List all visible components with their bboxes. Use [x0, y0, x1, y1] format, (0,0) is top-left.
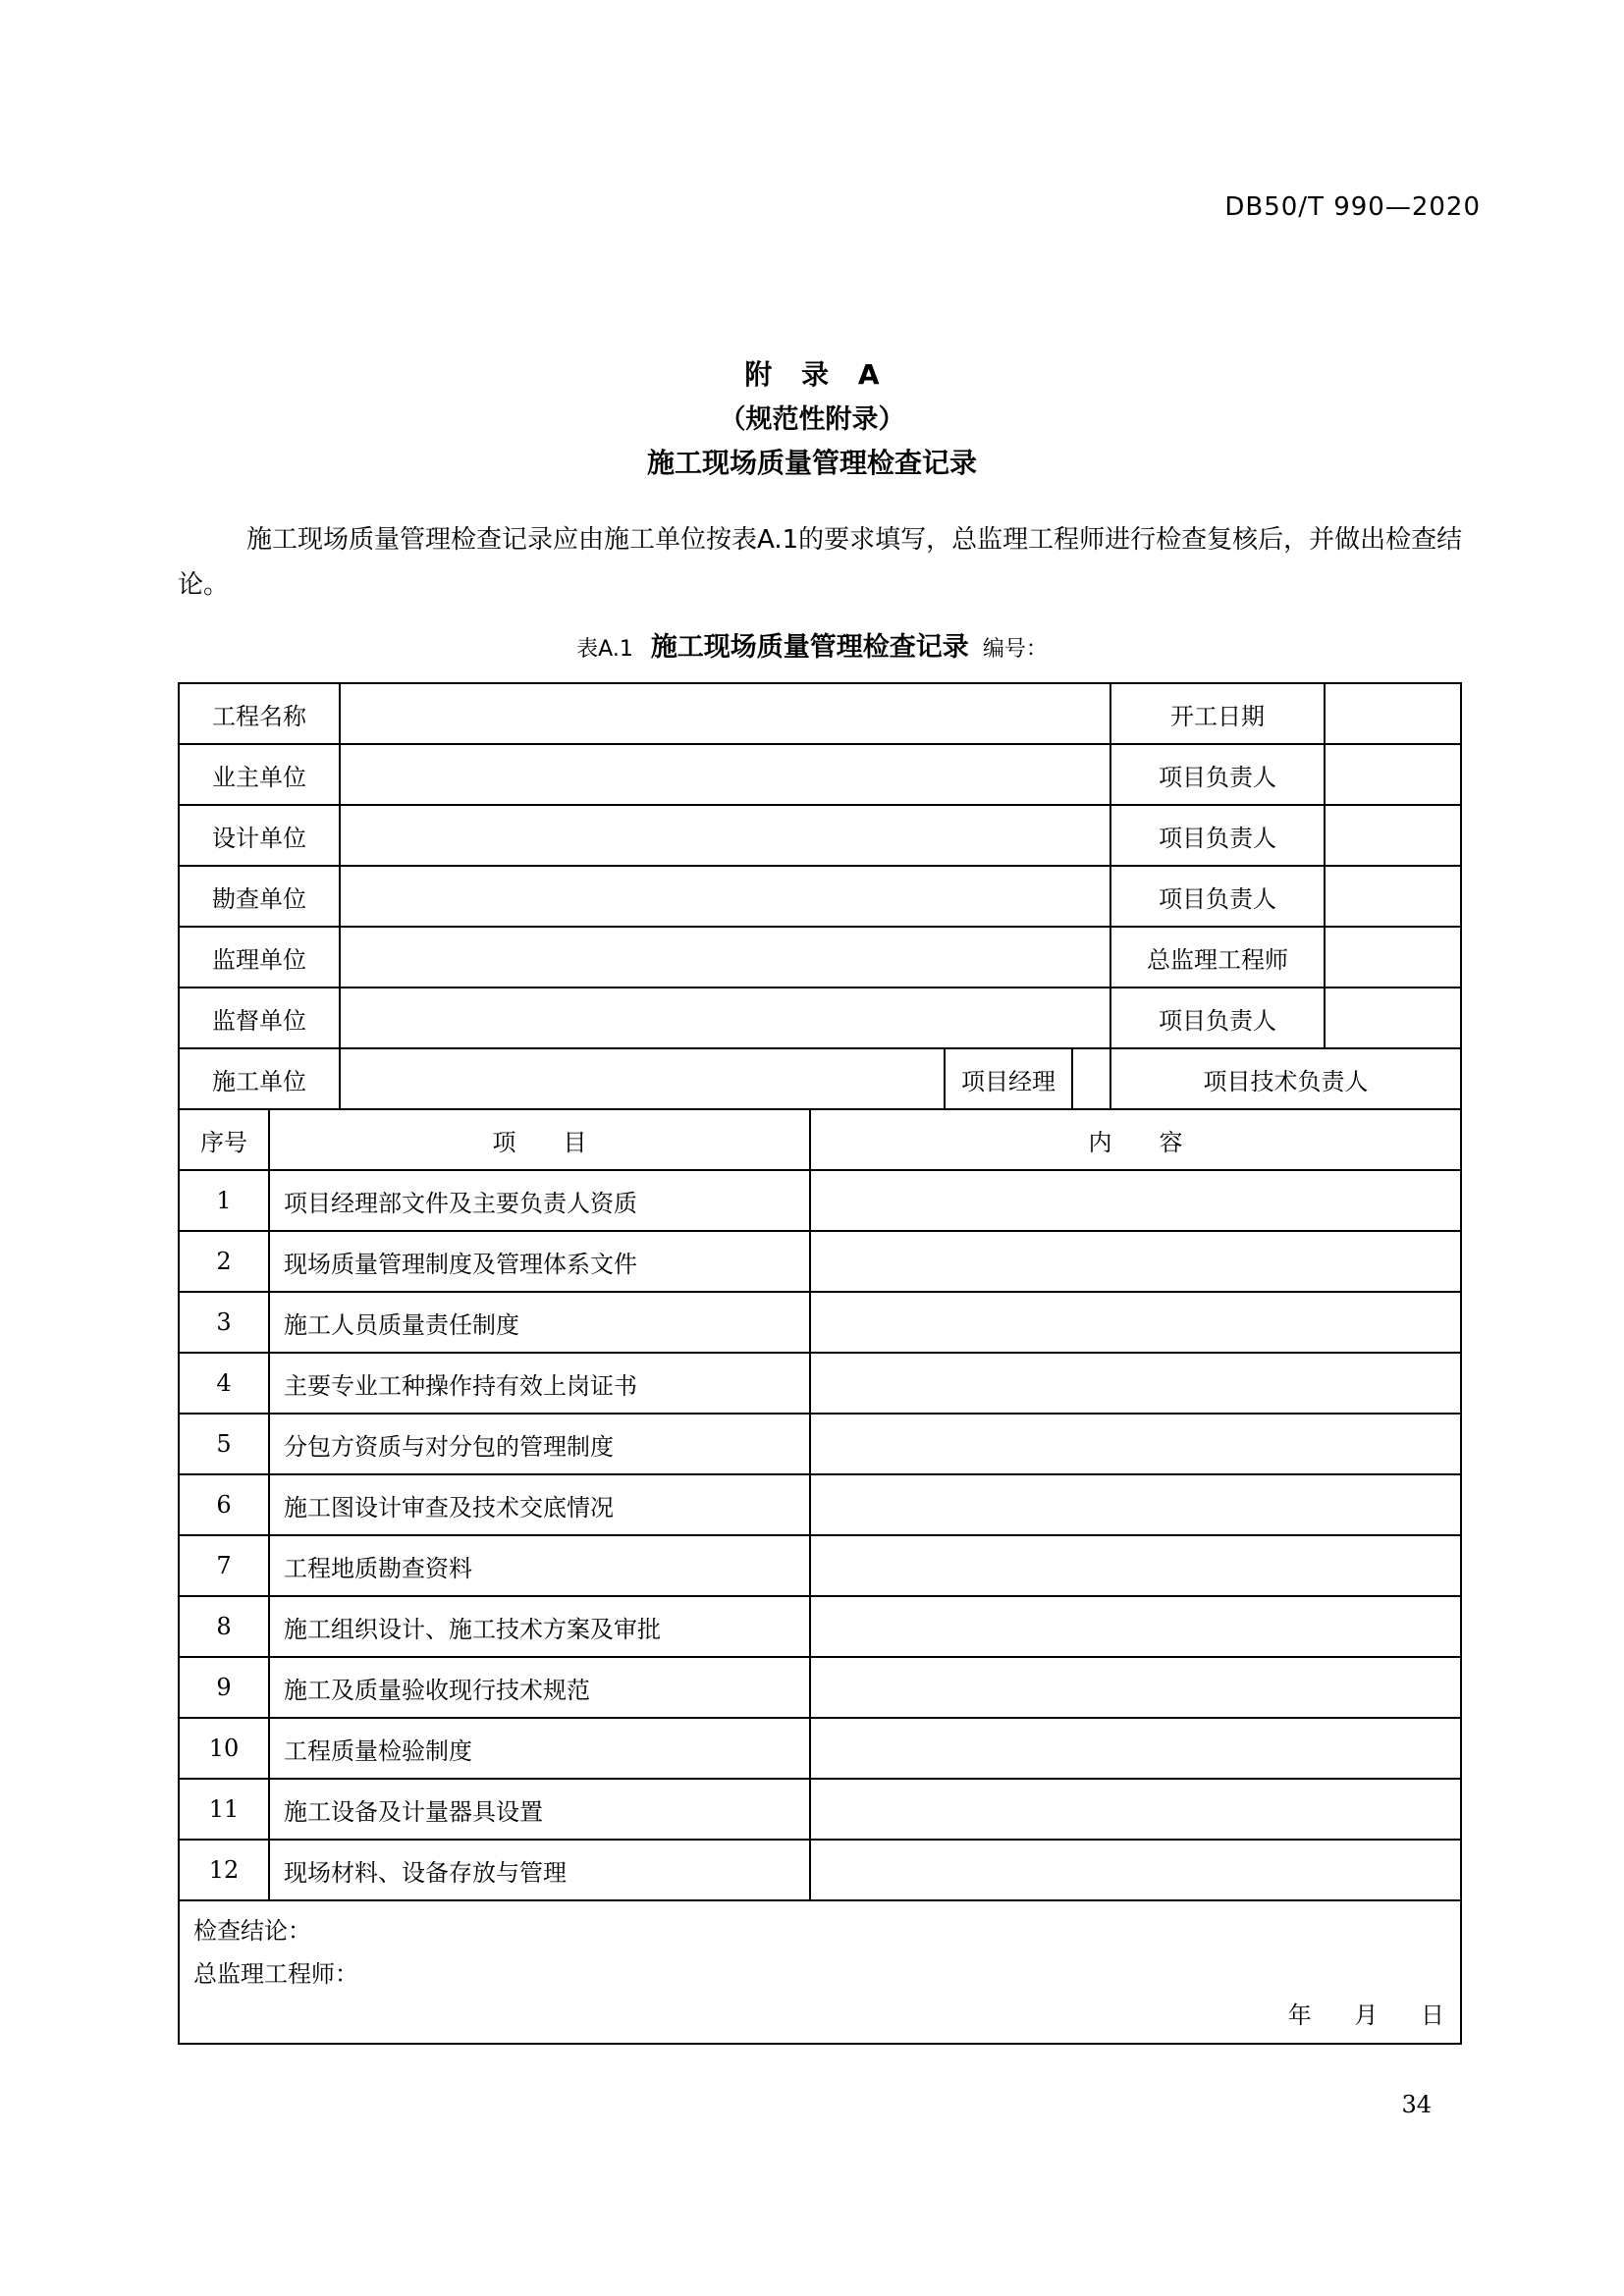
table-row — [179, 1414, 1461, 1474]
table-row — [179, 1535, 1461, 1596]
contractor-value[interactable] — [340, 1048, 945, 1109]
table-caption — [0, 625, 1624, 664]
col-content-header: 内 容 — [810, 1109, 1461, 1170]
row-item: 施工及质量验收现行技术规范 — [269, 1657, 810, 1718]
info-right-label: 总监理工程师 — [1110, 927, 1325, 988]
table-row — [179, 1779, 1461, 1840]
table-title: 施工现场质量管理检查记录 — [650, 632, 969, 663]
row-content[interactable] — [810, 1718, 1461, 1779]
info-right-value[interactable] — [1325, 744, 1461, 805]
row-number: 10 — [179, 1718, 269, 1779]
row-item: 工程质量检验制度 — [269, 1718, 810, 1779]
conclusion-cell[interactable] — [179, 1900, 1461, 2044]
row-item: 主要专业工种操作持有效上岗证书 — [269, 1353, 810, 1414]
row-item: 现场材料、设备存放与管理 — [269, 1840, 810, 1900]
row-number: 1 — [179, 1170, 269, 1231]
info-right-value[interactable] — [1325, 988, 1461, 1048]
info-right-value[interactable] — [1325, 927, 1461, 988]
info-row — [179, 805, 1461, 866]
manager-value[interactable] — [1072, 1048, 1110, 1109]
inspection-table — [178, 682, 1462, 2045]
table-row — [179, 1718, 1461, 1779]
row-content[interactable] — [810, 1596, 1461, 1657]
row-number: 12 — [179, 1840, 269, 1900]
row-number: 7 — [179, 1535, 269, 1596]
info-right-label: 项目负责人 — [1110, 744, 1325, 805]
column-header-row — [179, 1109, 1461, 1170]
info-row — [179, 866, 1461, 927]
table-row — [179, 1474, 1461, 1535]
row-number: 5 — [179, 1414, 269, 1474]
appendix-name: 施工现场质量管理检查记录 — [646, 447, 977, 479]
row-item: 分包方资质与对分包的管理制度 — [269, 1414, 810, 1474]
row-number: 2 — [179, 1231, 269, 1292]
table-row — [179, 1657, 1461, 1718]
table-number: 表A.1 — [576, 637, 633, 662]
row-content[interactable] — [810, 1840, 1461, 1900]
info-row — [179, 927, 1461, 988]
intro-paragraph: 施工现场质量管理检查记录应由施工单位按表A.1的要求填写，总监理工程师进行检查复核后，并做出检查结论。 — [178, 525, 1463, 600]
info-value[interactable] — [340, 866, 1110, 927]
table-row — [179, 1596, 1461, 1657]
table-row — [179, 1353, 1461, 1414]
row-number: 8 — [179, 1596, 269, 1657]
info-right-value[interactable] — [1325, 866, 1461, 927]
info-label: 监督单位 — [179, 988, 340, 1048]
page-number: 34 — [1401, 2091, 1432, 2118]
col-item-header: 项 目 — [269, 1109, 810, 1170]
conclusion-label: 检查结论： — [193, 1917, 311, 1945]
row-content[interactable] — [810, 1231, 1461, 1292]
info-label: 设计单位 — [179, 805, 340, 866]
info-right-label: 项目负责人 — [1110, 805, 1325, 866]
info-row — [179, 988, 1461, 1048]
info-right-label: 项目负责人 — [1110, 988, 1325, 1048]
info-value[interactable] — [340, 744, 1110, 805]
contractor-row — [179, 1048, 1461, 1109]
info-value[interactable] — [340, 927, 1110, 988]
info-right-value[interactable] — [1325, 683, 1461, 744]
row-content[interactable] — [810, 1353, 1461, 1414]
manager-label: 项目经理 — [945, 1048, 1072, 1109]
info-label: 勘查单位 — [179, 866, 340, 927]
row-item: 施工图设计审查及技术交底情况 — [269, 1474, 810, 1535]
info-label: 工程名称 — [179, 683, 340, 744]
date-label: 年 月 日 — [1287, 2002, 1444, 2029]
row-item: 施工组织设计、施工技术方案及审批 — [269, 1596, 810, 1657]
col-seq-header: 序号 — [179, 1109, 269, 1170]
row-item: 工程地质勘查资料 — [269, 1535, 810, 1596]
table-row — [179, 1292, 1461, 1353]
row-content[interactable] — [810, 1292, 1461, 1353]
signer-label: 总监理工程师： — [193, 1960, 358, 1988]
table-row — [179, 1231, 1461, 1292]
row-item: 现场质量管理制度及管理体系文件 — [269, 1231, 810, 1292]
table-row — [179, 1170, 1461, 1231]
row-content[interactable] — [810, 1657, 1461, 1718]
info-value[interactable] — [340, 805, 1110, 866]
info-right-label: 开工日期 — [1110, 683, 1325, 744]
info-row — [179, 744, 1461, 805]
row-content[interactable] — [810, 1474, 1461, 1535]
info-label: 业主单位 — [179, 744, 340, 805]
row-content[interactable] — [810, 1779, 1461, 1840]
info-value[interactable] — [340, 988, 1110, 1048]
tech-lead-label: 项目技术负责人 — [1110, 1048, 1461, 1109]
appendix-title: 附 录 A — [744, 358, 880, 391]
info-row — [179, 683, 1461, 744]
row-item: 施工设备及计量器具设置 — [269, 1779, 810, 1840]
row-number: 6 — [179, 1474, 269, 1535]
info-right-label: 项目负责人 — [1110, 866, 1325, 927]
table-row — [179, 1840, 1461, 1900]
table-code-label: 编号： — [982, 637, 1048, 662]
info-value[interactable] — [340, 683, 1110, 744]
row-number: 4 — [179, 1353, 269, 1414]
row-content[interactable] — [810, 1414, 1461, 1474]
conclusion-row — [179, 1900, 1461, 2044]
info-right-value[interactable] — [1325, 805, 1461, 866]
row-item: 施工人员质量责任制度 — [269, 1292, 810, 1353]
info-label: 监理单位 — [179, 927, 340, 988]
appendix-subtitle: （规范性附录） — [719, 404, 905, 435]
row-number: 11 — [179, 1779, 269, 1840]
row-item: 项目经理部文件及主要负责人资质 — [269, 1170, 810, 1231]
row-number: 3 — [179, 1292, 269, 1353]
contractor-label: 施工单位 — [179, 1048, 340, 1109]
row-content[interactable] — [810, 1535, 1461, 1596]
standard-code: DB50/T 990—2020 — [1224, 192, 1481, 222]
row-number: 9 — [179, 1657, 269, 1718]
row-content[interactable] — [810, 1170, 1461, 1231]
